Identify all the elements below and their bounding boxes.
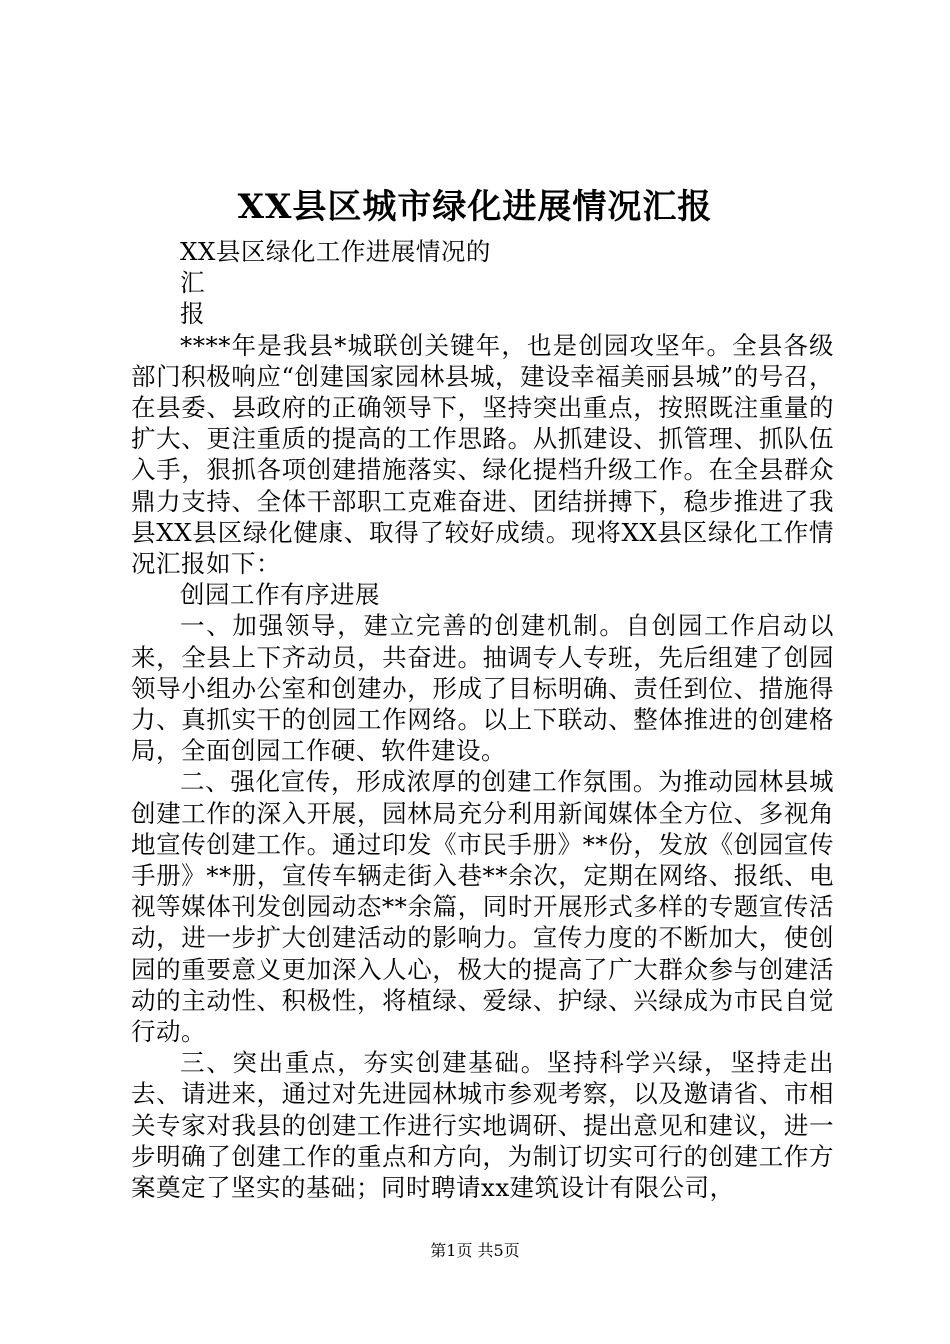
paragraph-key-points: 三、突出重点，夯实创建基础。坚持科学兴绿，坚持走出去、请进来，通过对先进园林城市参观考察，以及邀请省、市相关专家对我县的创建工作进行实地调研、提出意见和建议，进一步明确了创建工作的重点和方向，为制订切实可行的创建工作方案奠定了坚实的基础；同时聘请xx建筑设计有限公司， bbox=[131, 1048, 834, 1203]
section-heading: 创园工作有序进展 bbox=[180, 580, 380, 610]
subtitle-line: 汇 bbox=[180, 268, 205, 298]
paragraph-leadership: 一、加强领导，建立完善的创建机制。自创园工作启动以来，全县上下齐动员，共奋进。抽调专人专班，先后组建了创园领导小组办公室和创建办，形成了目标明确、责任到位、措施得力、真抓实干的创园工作网络。以上下联动、整体推进的创建格局，全面创园工作硬、软件建设。 bbox=[131, 611, 834, 766]
page-footer: 第1页 共5页 bbox=[430, 1241, 520, 1260]
paragraph-intro: ****年是我县*城联创关键年，也是创园攻坚年。全县各级部门积极响应“创建国家园林县城，建设幸福美丽县城”的号召，在县委、县政府的正确领导下，坚持突出重点，按照既注重量的扩大、更注重质的提高的工作思路。从抓建设、抓管理、抓队伍入手，狠抓各项创建措施落实、绿化提档升级工作。在全县群众鼎力支持、全体干部职工克难奋进、团结拼搏下，稳步推进了我县XX县区绿化健康、取得了较好成绩。现将XX县区绿化工作情况汇报如下： bbox=[131, 330, 834, 579]
paragraph-publicity: 二、强化宣传，形成浓厚的创建工作氛围。为推动园林县城创建工作的深入开展，园林局充分利用新闻媒体全方位、多视角地宣传创建工作。通过印发《市民手册》**份，发放《创园宣传手册》**册，宣传车辆走街入巷**余次，定期在网络、报纸、电视等媒体刊发创园动态**余篇，同时开展形式多样的专题宣传活动，进一步扩大创建活动的影响力。宣传力度的不断加大，使创园的重要意义更加深入人心，极大的提高了广大群众参与创建活动的主动性、积极性，将植绿、爱绿、护绿、兴绿成为市民自觉行动。 bbox=[131, 767, 834, 1047]
document-title: XX县区城市绿化进展情况汇报 bbox=[237, 187, 713, 227]
subtitle-line: 报 bbox=[180, 299, 205, 329]
subtitle-line: XX县区绿化工作进展情况的 bbox=[180, 237, 491, 266]
document-body bbox=[131, 236, 834, 1203]
